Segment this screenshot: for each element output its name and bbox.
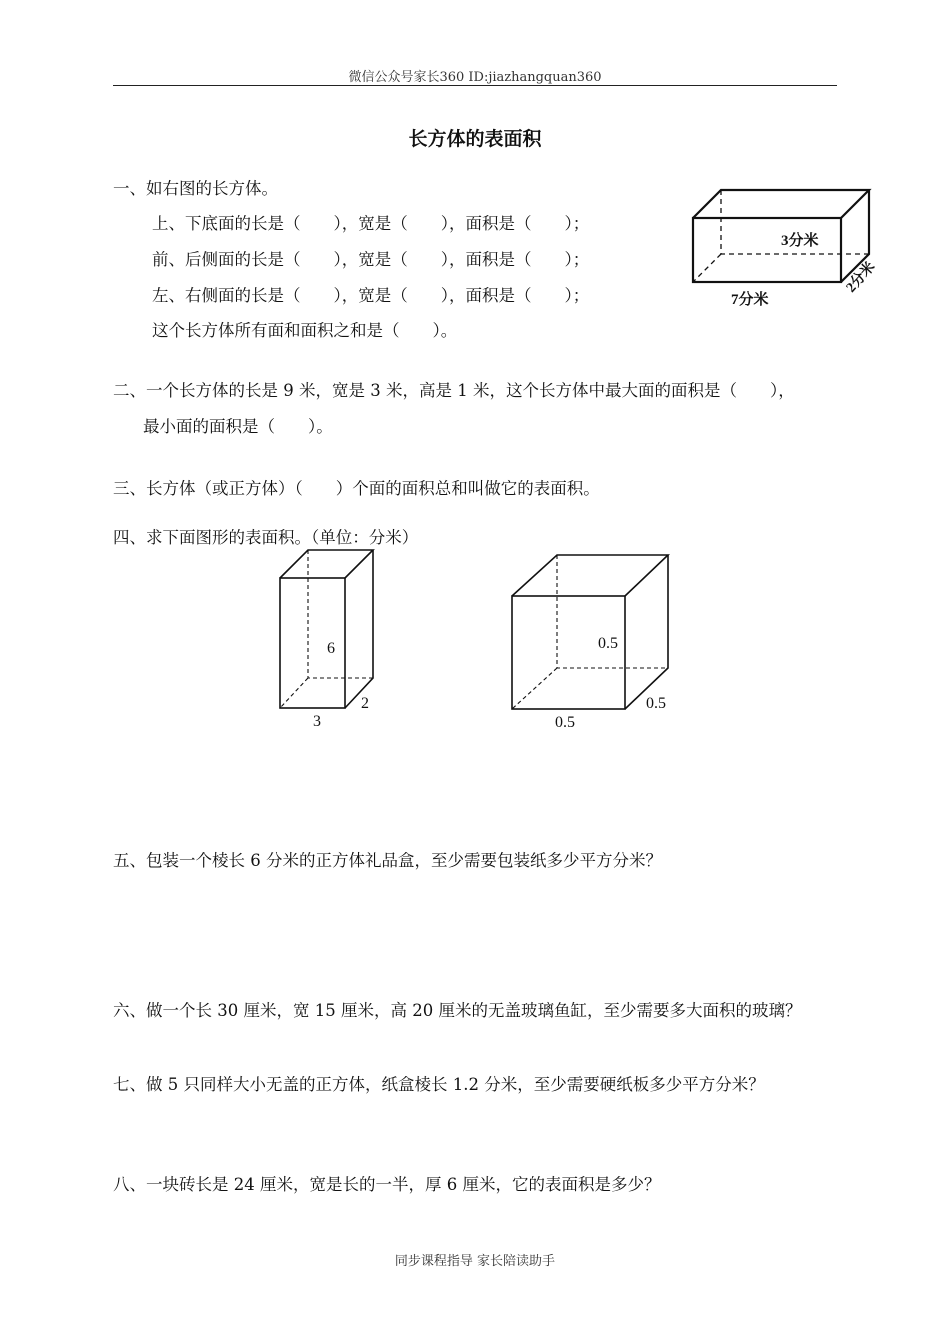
q7-text: 七、做 5 只同样大小无盖的正方体，纸盒棱长 1.2 分米，至少需要硬纸板多少平方分米？	[113, 1075, 765, 1094]
cuboid-length-label: 7分米	[731, 292, 769, 308]
cuboid-front-face	[693, 218, 841, 282]
cube-front-face	[512, 596, 625, 709]
q1-intro: 一、如右图的长方体。	[113, 179, 278, 198]
tall-cuboid-length-label: 3	[313, 713, 321, 730]
cuboid-top-edges	[693, 190, 869, 218]
q4-text: 四、求下面图形的表面积。（单位：分米）	[113, 528, 419, 547]
page-header: 微信公众号家长360 ID:jiazhangquan360	[348, 70, 602, 85]
q1-line-total: 这个长方体所有面和面积之和是（ ）。	[152, 321, 458, 340]
q3-text: 三、长方体（或正方体）（ ）个面的面积总和叫做它的表面积。	[113, 479, 600, 498]
cube-right-edges	[625, 555, 668, 709]
q4-tall-cuboid-figure	[270, 545, 380, 735]
q6-text: 六、做一个长 30 厘米，宽 15 厘米，高 20 厘米的无盖玻璃鱼缸，至少需要多大面积的玻璃？	[113, 1001, 802, 1020]
tall-cuboid-hidden-diagonal	[280, 678, 308, 708]
tall-cuboid-width-label: 2	[361, 695, 369, 712]
q5-text: 五、包装一个棱长 6 分米的正方体礼品盒，至少需要包装纸多少平方分米？	[113, 851, 662, 870]
q2-line-1: 二、一个长方体的长是 9 米，宽是 3 米，高是 1 米，这个长方体中最大面的面积是（ ），	[113, 381, 795, 400]
tall-cuboid-height-label: 6	[327, 640, 335, 657]
page-title: 长方体的表面积	[408, 128, 542, 150]
q2-line-2: 最小面的面积是（ ）。	[143, 417, 333, 436]
cube-top-edges	[512, 555, 668, 596]
tall-cuboid-front-face	[280, 578, 345, 708]
cube-hidden-diagonal	[512, 668, 557, 709]
q1-line-left-right: 左、右侧面的长是（ ），宽是（ ），面积是（ ）；	[152, 286, 590, 305]
q1-line-front-back: 前、后侧面的长是（ ），宽是（ ），面积是（ ）；	[152, 250, 590, 269]
tall-cuboid-top-edges	[280, 550, 373, 578]
q4-cube-figure	[505, 550, 685, 735]
cuboid-hidden-diagonal	[693, 254, 721, 282]
cube-height-label: 0.5	[598, 635, 618, 652]
header-divider	[113, 85, 837, 86]
cube-length-label: 0.5	[555, 714, 575, 731]
cube-width-label: 0.5	[646, 695, 666, 712]
tall-cuboid-hidden-edges	[308, 550, 373, 678]
page-footer: 同步课程指导 家长陪读助手	[394, 1254, 556, 1269]
cuboid-height-label: 3分米	[781, 233, 819, 249]
q1-cuboid-figure	[686, 180, 896, 315]
cuboid-width-label: 2分米	[843, 259, 879, 296]
q1-line-top-bottom: 上、下底面的长是（ ），宽是（ ），面积是（ ）；	[152, 214, 590, 233]
q8-text: 八、一块砖长是 24 厘米，宽是长的一半，厚 6 厘米，它的表面积是多少？	[113, 1175, 661, 1194]
